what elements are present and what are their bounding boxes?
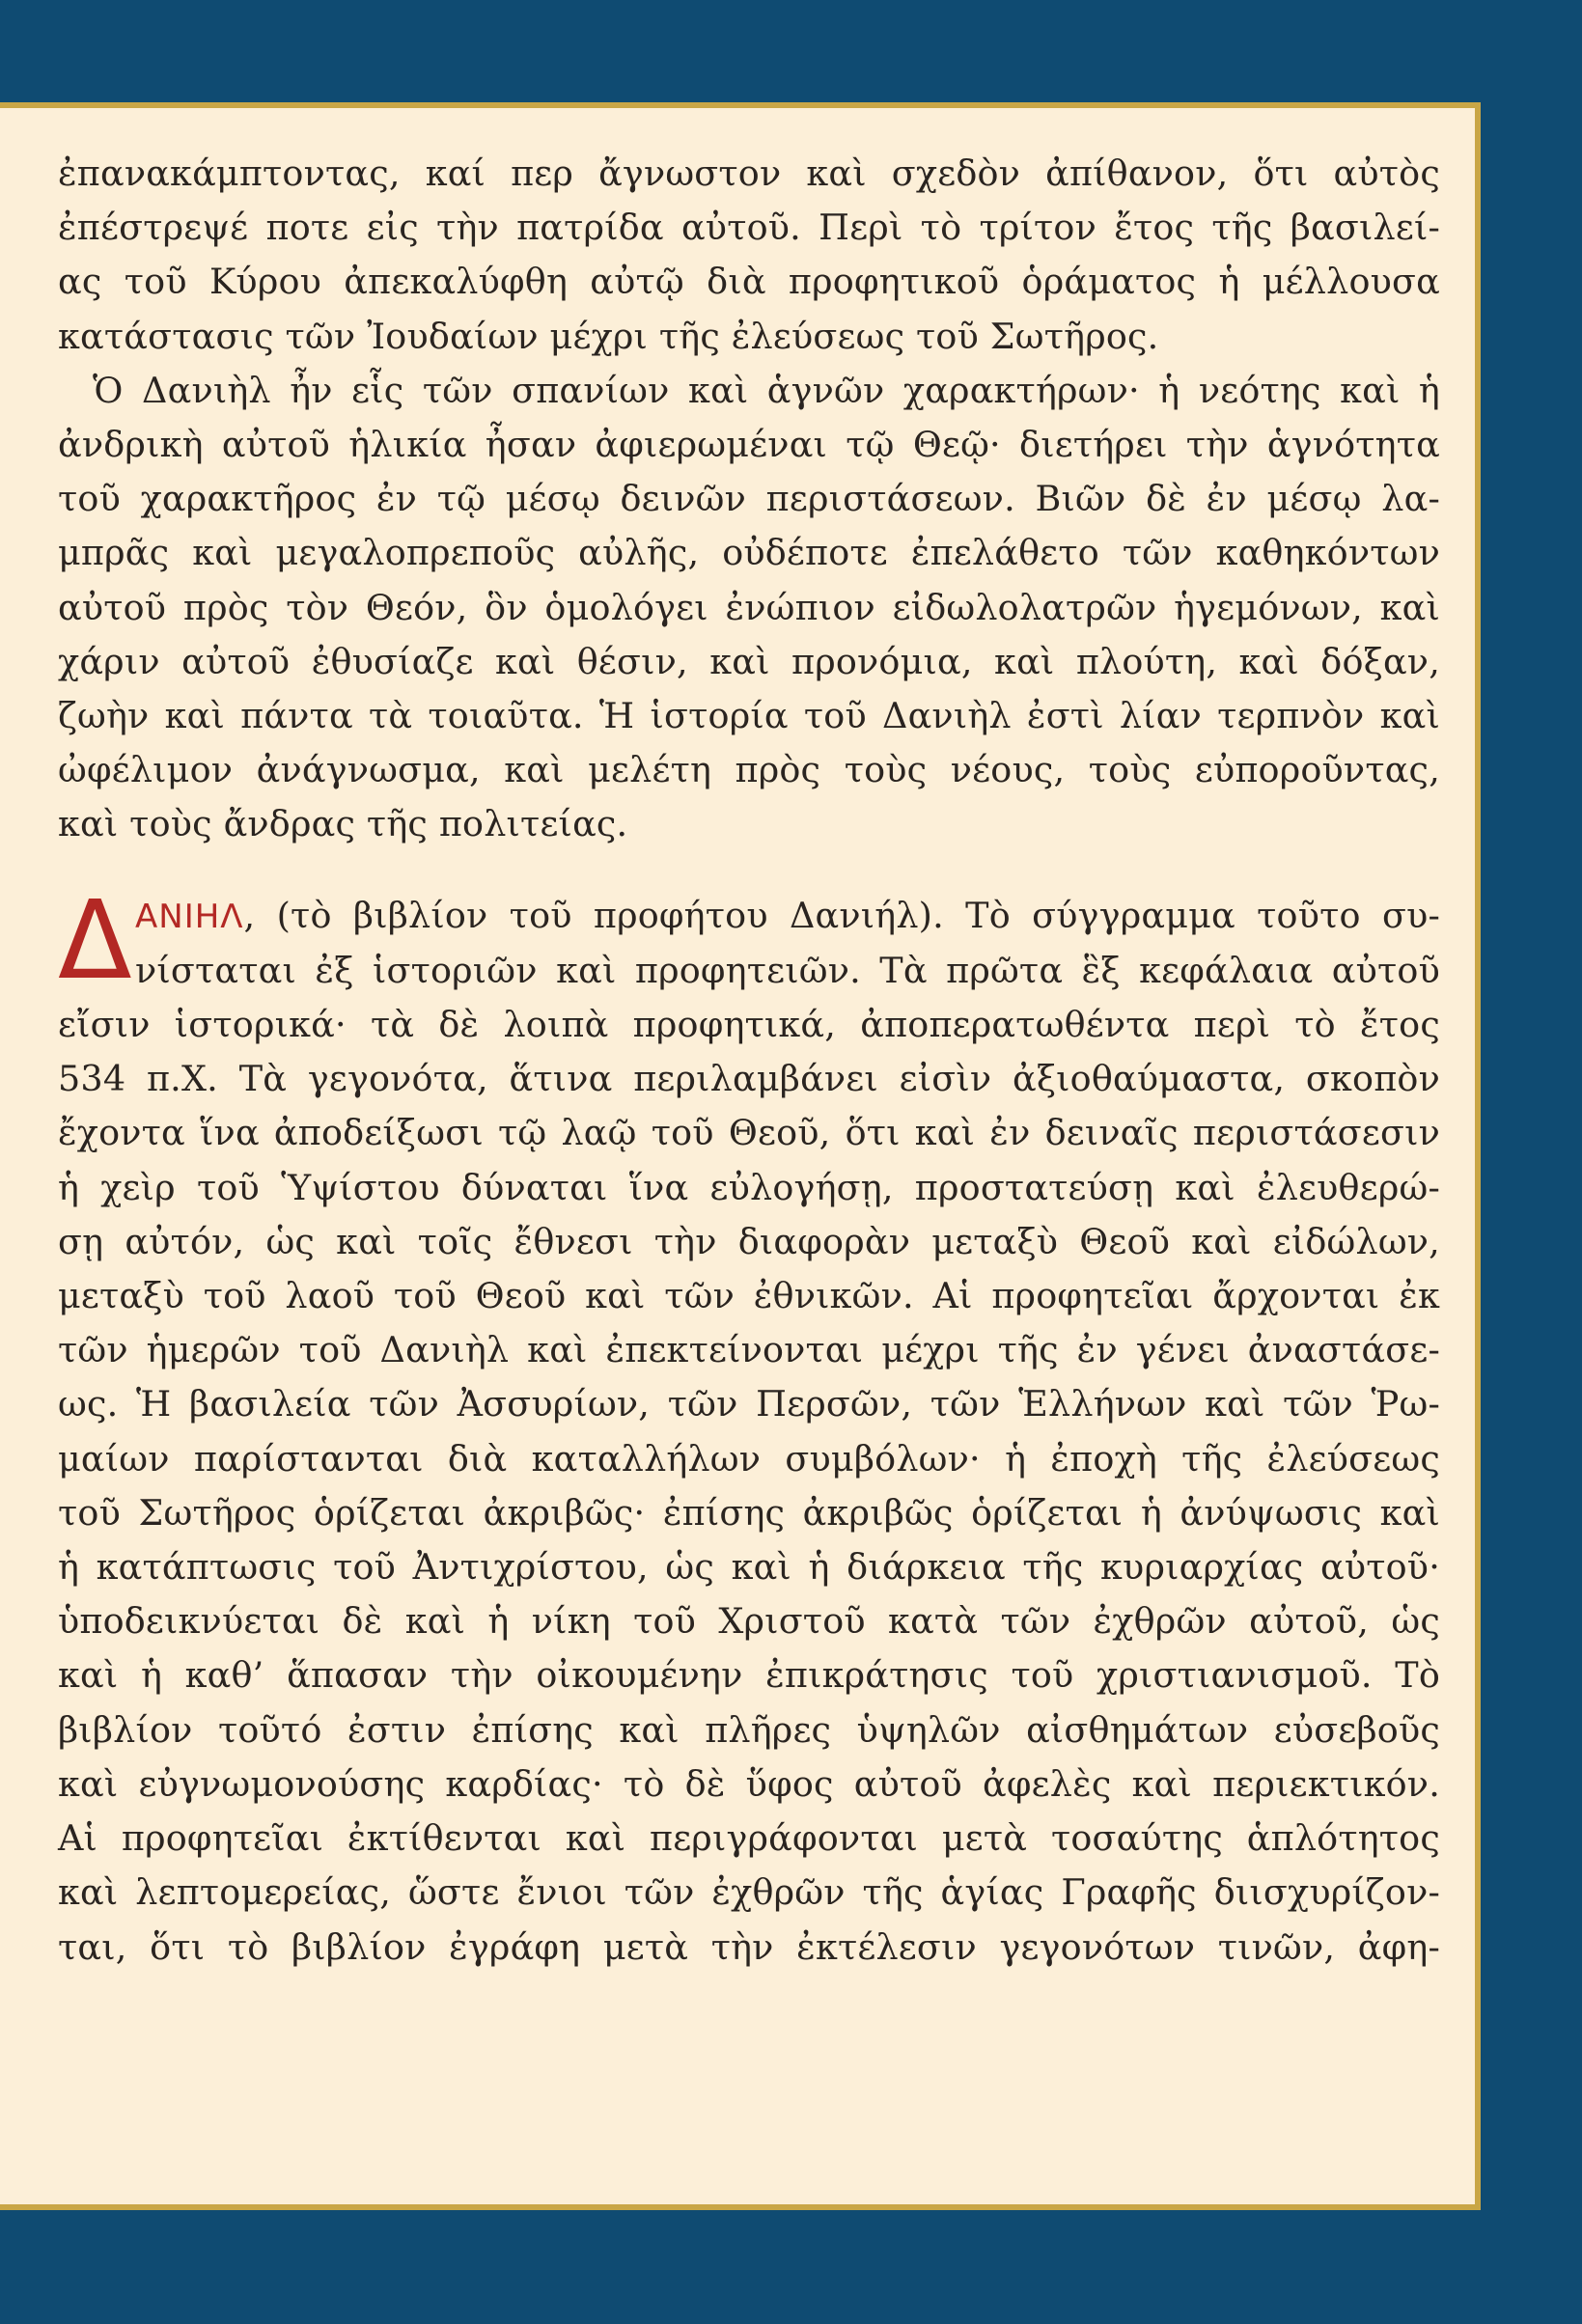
- text-line: 534 π.Χ. Τὰ γεγονότα, ἅτινα περιλαμβάνει εἰσὶν ἀξιοθαύμαστα, σκοπὸν: [58, 1058, 1440, 1100]
- text-line: τοῦ χαρακτῆρος ἐν τῷ μέσῳ δεινῶν περιστάσεων. Βιῶν δὲ ἐν μέσῳ λα-: [58, 478, 1440, 520]
- text-line: ἔχοντα ἵνα ἀποδείξωσι τῷ λαῷ τοῦ Θεοῦ, ὅτι καὶ ἐν δειναῖς περιστάσεσιν: [58, 1112, 1440, 1154]
- text-line: καὶ τοὺς ἄνδρας τῆς πολιτείας.: [58, 803, 628, 845]
- text-line: ἡ χεὶρ τοῦ Ὑψίστου δύναται ἵνα εὐλογήσῃ, προστατεύσῃ καὶ ἐλευθερώ-: [58, 1166, 1440, 1208]
- text-line: ως. Ἡ βασιλεία τῶν Ἀσσυρίων, τῶν Περσῶν, τῶν Ἑλλήνων καὶ τῶν Ῥω-: [58, 1383, 1440, 1425]
- section-first-line: [58, 889, 1440, 944]
- section-heading-word: ΑΝΙΗΛ: [135, 897, 244, 936]
- text-line: ζωὴν καὶ πάντα τὰ τοιαῦτα. Ἡ ἱστορία τοῦ Δανιὴλ ἐστὶ λίαν τερπνὸν καὶ: [58, 695, 1440, 737]
- text-line: αὐτοῦ πρὸς τὸν Θεόν, ὃν ὁμολόγει ἐνώπιον εἰδωλολατρῶν ἡγεμόνων, καὶ: [58, 586, 1440, 628]
- text-line: μπρᾶς καὶ μεγαλοπρεποῦς αὐλῆς, οὐδέποτε ἐπελάθετο τῶν καθηκόντων: [58, 532, 1440, 574]
- text-line: Ὁ Δανιὴλ ἦν εἷς τῶν σπανίων καὶ ἁγνῶν χαρακτήρων· ἡ νεότης καὶ ἡ: [93, 369, 1440, 411]
- section-second-line: νίσταται ἐξ ἱστοριῶν καὶ προφητειῶν. Τὰ πρῶτα ἓξ κεφάλαια αὐτοῦ: [135, 949, 1440, 991]
- text-line: ἀνδρικὴ αὐτοῦ ἡλικία ἦσαν ἀφιερωμέναι τῷ Θεῷ· διετήρει τὴν ἁγνότητα: [58, 424, 1440, 466]
- text-line: χάριν αὐτοῦ ἐθυσίαζε καὶ θέσιν, καὶ προνόμια, καὶ πλούτη, καὶ δόξαν,: [58, 640, 1440, 682]
- text-line: βιβλίον τοῦτό ἐστιν ἐπίσης καὶ πλῆρες ὑψηλῶν αἰσθημάτων εὐσεβοῦς: [58, 1708, 1440, 1751]
- text-line: καὶ ἡ καθ’ ἅπασαν τὴν οἰκουμένην ἐπικράτησις τοῦ χριστιανισμοῦ. Τὸ: [58, 1654, 1440, 1697]
- section-daniel: [58, 877, 1440, 1975]
- text-line: Αἱ προφητεῖαι ἐκτίθενται καὶ περιγράφονται μετὰ τοσαύτης ἁπλότητος: [58, 1817, 1440, 1860]
- text-line: μαίων παρίστανται διὰ καταλλήλων συμβόλων· ἡ ἐποχὴ τῆς ἐλεύσεως: [58, 1437, 1440, 1480]
- text-line: ὠφέλιμον ἀνάγνωσμα, καὶ μελέτη πρὸς τοὺς νέους, τοὺς εὐποροῦντας,: [58, 749, 1440, 791]
- text-line: ἡ κατάπτωσις τοῦ Ἀντιχρίστου, ὡς καὶ ἡ διάρκεια τῆς κυριαρχίας αὐτοῦ·: [58, 1546, 1440, 1589]
- paragraph-1: [58, 147, 1440, 364]
- text-line: ἐπανακάμπτοντας, καί περ ἄγνωστον καὶ σχεδὸν ἀπίθανον, ὅτι αὐτὸς: [58, 152, 1440, 194]
- text-line: ται, ὅτι τὸ βιβλίον ἐγράφη μετὰ τὴν ἐκτέλεσιν γεγονότων τινῶν, ἀφη-: [58, 1925, 1440, 1968]
- drop-cap: Δ: [58, 877, 132, 1004]
- text-line: καὶ λεπτομερείας, ὥστε ἔνιοι τῶν ἐχθρῶν τῆς ἁγίας Γραφῆς διισχυρίζον-: [58, 1871, 1440, 1914]
- text-line: μεταξὺ τοῦ λαοῦ τοῦ Θεοῦ καὶ τῶν ἐθνικῶν. Αἱ προφητεῖαι ἄρχονται ἐκ: [58, 1275, 1440, 1317]
- text-line: ας τοῦ Κύρου ἀπεκαλύφθη αὐτῷ διὰ προφητικοῦ ὁράματος ἡ μέλλουσα: [58, 261, 1440, 303]
- text-line: τῶν ἡμερῶν τοῦ Δανιὴλ καὶ ἐπεκτείνονται μέχρι τῆς ἐν γένει ἀναστάσε-: [58, 1329, 1440, 1371]
- text-line: σῃ αὐτόν, ὡς καὶ τοῖς ἔθνεσι τὴν διαφορὰν μεταξὺ Θεοῦ καὶ εἰδώλων,: [58, 1220, 1440, 1262]
- paragraph-2: [58, 364, 1440, 852]
- text-line: ἐπέστρεψέ ποτε εἰς τὴν πατρίδα αὐτοῦ. Περὶ τὸ τρίτον ἔτος τῆς βασιλεί-: [58, 207, 1440, 249]
- section-gap: [58, 852, 1440, 889]
- text-line: καὶ εὐγνωμονούσης καρδίας· τὸ δὲ ὕφος αὐτοῦ ἀφελὲς καὶ περιεκτικόν.: [58, 1762, 1440, 1805]
- text-line: εἴσιν ἱστορικά· τὰ δὲ λοιπὰ προφητικά, ἀποπερατωθέντα περὶ τὸ ἔτος: [58, 1004, 1440, 1046]
- text-line: ὑποδεικνύεται δὲ καὶ ἡ νίκη τοῦ Χριστοῦ κατὰ τῶν ἐχθρῶν αὐτοῦ, ὡς: [58, 1600, 1440, 1643]
- text-line: κατάστασις τῶν Ἰουδαίων μέχρι τῆς ἐλεύσεως τοῦ Σωτῆρος.: [58, 315, 1159, 357]
- page-panel: [0, 102, 1481, 2210]
- section-first-line-text: , (τὸ βιβλίον τοῦ προφήτου Δανιήλ). Τὸ σύγγραμμα τοῦτο συ-: [243, 894, 1440, 936]
- text-line: τοῦ Σωτῆρος ὁρίζεται ἀκριβῶς· ἐπίσης ἀκριβῶς ὁρίζεται ἡ ἀνύψωσις καὶ: [58, 1491, 1440, 1534]
- text-block: [58, 147, 1440, 1975]
